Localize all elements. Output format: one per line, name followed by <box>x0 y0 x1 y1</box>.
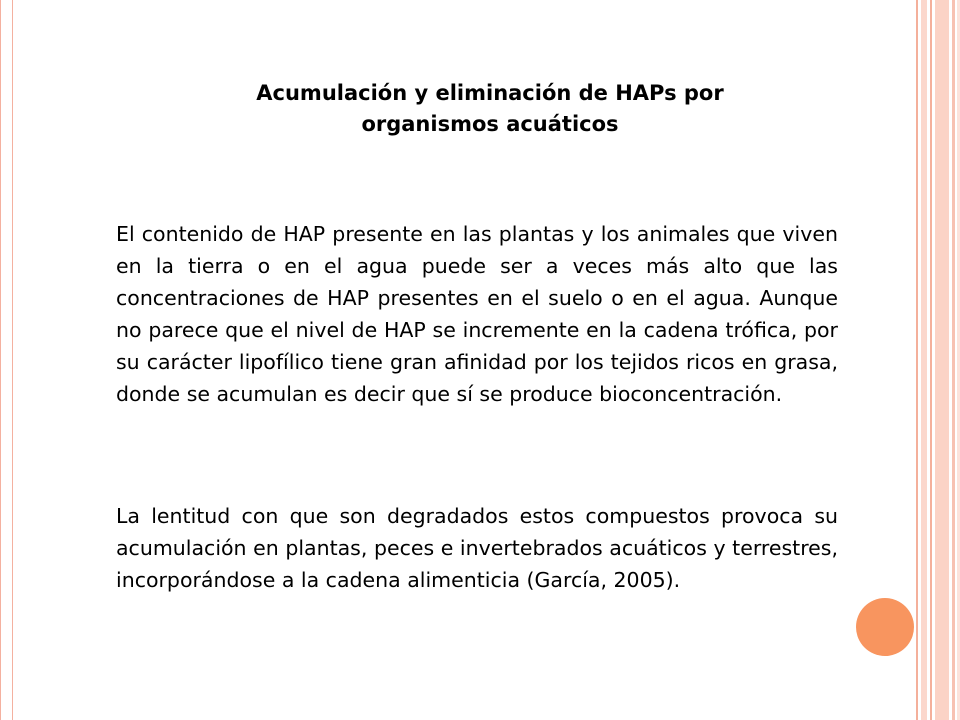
body-paragraph-1: El contenido de HAP presente en las plantas y los animales que viven en la tierra o en el agua puede ser a veces más alto que las concentraciones de HAP presentes en el suelo o en el agua. Aunque no parece que el nivel de HAP se incremente en la cadena trófica, por su carácter lipofílico tiene gran afinidad por los tejidos ricos en grasa, donde se acumulan es decir que sí se produce bioconcentración. <box>116 222 838 406</box>
slide-title <box>150 78 830 140</box>
stripe <box>952 0 955 720</box>
stripe <box>921 0 927 720</box>
slide-title-line-1: Acumulación y eliminación de HAPs por <box>256 81 724 105</box>
slide-title-line-2: organismos acuáticos <box>361 112 619 136</box>
right-decorative-stripes <box>916 0 960 720</box>
stripe <box>916 0 918 720</box>
body-paragraph-2: La lentitud con que son degradados estos compuestos provoca su acumulación en plantas, peces e invertebrados acuáticos y terrestres, incorporándose a la cadena alimenticia (García, 2005). <box>116 504 838 592</box>
decorative-circle <box>856 598 914 656</box>
left-decorative-border <box>0 0 13 720</box>
stripe <box>930 0 932 720</box>
stripe <box>935 0 949 720</box>
